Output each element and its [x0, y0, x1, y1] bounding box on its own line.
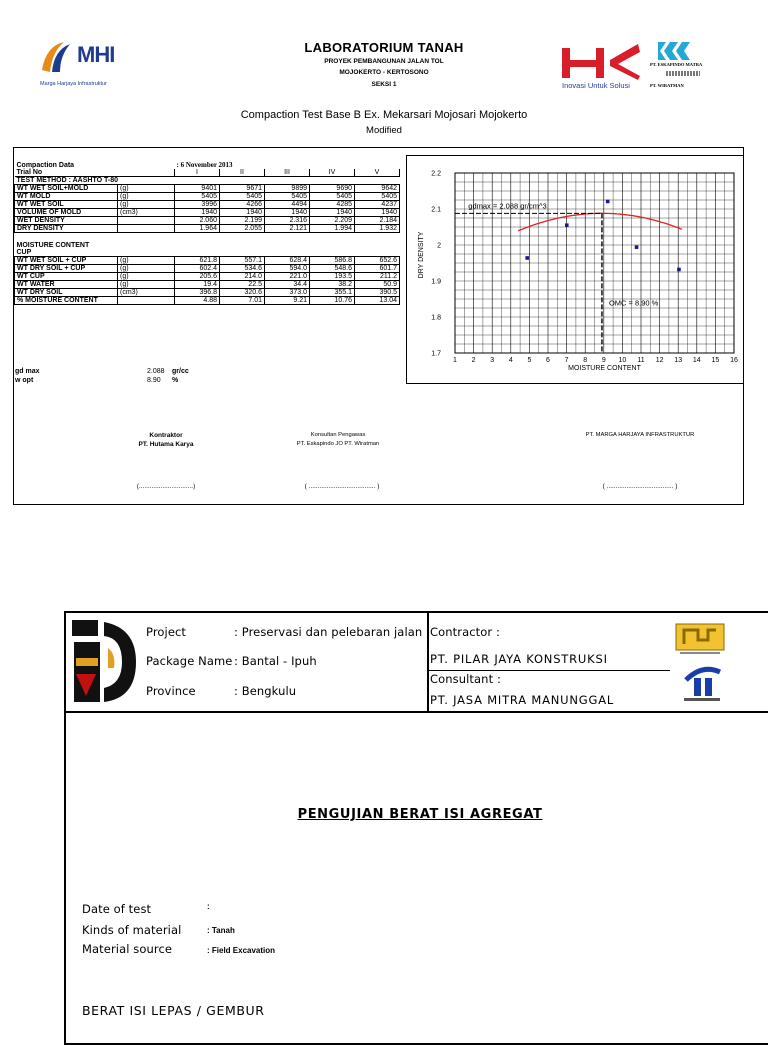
x-tick-label: 11 [637, 357, 645, 364]
wopt-unit: % [172, 377, 179, 384]
row-label: WT WET SOIL [15, 201, 118, 209]
row-unit: (g) [118, 265, 175, 273]
contractor-logo [674, 622, 726, 656]
row-label: VOLUME OF MOLD [15, 209, 118, 217]
x-tick-label: 10 [618, 357, 627, 364]
row-value: 7.01 [220, 297, 265, 305]
x-tick-label: 6 [546, 357, 550, 364]
package-label: Package Name [146, 654, 233, 668]
x-tick-label: 5 [527, 357, 532, 364]
table-row [15, 209, 400, 217]
table-row [15, 297, 400, 305]
gdmax-annotation: gdmax = 2.088 gr/cm^3 [468, 201, 547, 211]
row-value: 211.2 [355, 273, 400, 281]
trial-header: V [355, 169, 400, 177]
mhi-logo-text: MHI [77, 42, 115, 67]
row-unit: (g) [118, 281, 175, 289]
x-tick-label: 13 [674, 357, 683, 364]
row-label: WT DRY SOIL [15, 289, 118, 297]
row-value: 390.5 [355, 289, 400, 297]
row-value: 1.964 [175, 225, 220, 233]
y-tick-label: 2 [437, 242, 441, 250]
y-tick-label: 1.8 [431, 314, 441, 322]
row-value: 5405 [355, 193, 400, 201]
trial-header: I [175, 169, 220, 177]
signature-role: PT. MARGA HARJAYA INFRASTRUKTUR [585, 432, 695, 438]
consultant-label: Consultant : [430, 672, 501, 686]
trial-header: IV [310, 169, 355, 177]
x-tick-label: 2 [471, 357, 476, 364]
source-value: : Field Excavation [207, 946, 276, 955]
row-value: 4.88 [175, 297, 220, 305]
table-row [15, 281, 400, 289]
row-unit: (cm3) [118, 209, 175, 217]
row-value: 4237 [355, 201, 400, 209]
package-value: : Bantal - Ipuh [234, 654, 317, 668]
wopt-label: w opt [15, 377, 34, 384]
fit-curve [518, 213, 682, 231]
row-value: 557.1 [220, 257, 265, 265]
row-label: DRY DENSITY [15, 225, 118, 233]
row-unit [118, 225, 175, 233]
kinds-label: Kinds of material [82, 923, 182, 937]
row-value: 1940 [175, 209, 220, 217]
row-value: 1940 [355, 209, 400, 217]
contractor-value: PT. PILAR JAYA KONSTRUKSI [430, 652, 608, 666]
consultant-logo [680, 662, 724, 702]
eskapindo-chevron-icon [654, 42, 694, 60]
row-unit: (g) [118, 201, 175, 209]
compaction-table [14, 162, 400, 305]
compaction-method-type: Modified [366, 125, 402, 136]
x-tick-label: 15 [711, 357, 720, 364]
row-unit [118, 297, 175, 305]
row-value: 621.8 [175, 257, 220, 265]
table-row [15, 257, 400, 265]
row-value: 193.5 [310, 273, 355, 281]
row-value: 586.8 [310, 257, 355, 265]
row-value: 19.4 [175, 281, 220, 289]
table-row [15, 273, 400, 281]
row-value: 3996 [175, 201, 220, 209]
row-label: WT WATER [15, 281, 118, 289]
row-value: 5405 [310, 193, 355, 201]
date-value: : [207, 902, 210, 911]
row-value: 4285 [310, 201, 355, 209]
row-unit: (g) [118, 273, 175, 281]
row-value: 355.1 [310, 289, 355, 297]
row-value: 13.04 [355, 297, 400, 305]
row-label: WET DENSITY [15, 217, 118, 225]
x-tick-label: 16 [730, 357, 738, 364]
row-unit: (cm3) [118, 289, 175, 297]
row-value: 548.6 [310, 265, 355, 273]
x-axis-label: MOISTURE CONTENT [568, 365, 641, 372]
signature-name: PT. Hutama Karya [138, 441, 194, 448]
province-label: Province [146, 684, 196, 698]
omc-annotation: OMC = 8.90 % [608, 298, 659, 308]
row-unit: (g) [118, 257, 175, 265]
consultant-value: PT. JASA MITRA MANUNGGAL [430, 693, 615, 707]
mhi-logo-subtext: Marga Harjaya Infrastruktur [40, 81, 107, 87]
x-tick-label: 9 [601, 357, 606, 364]
row-value: 1940 [220, 209, 265, 217]
row-value: 9690 [310, 185, 355, 193]
signature-line: ( ..................................... ) [304, 483, 380, 490]
trial-no-label: Trial No [15, 169, 118, 177]
row-value: 1.932 [355, 225, 400, 233]
form-header-divider [64, 711, 768, 713]
row-value: 373.0 [265, 289, 310, 297]
compaction-chart [407, 156, 743, 383]
row-value: 9401 [175, 185, 220, 193]
row-value: 10.76 [310, 297, 355, 305]
signature-name: PT. Eskapindo JO PT. Wiratman [296, 441, 380, 447]
row-value: 221.0 [265, 273, 310, 281]
row-unit: (g) [118, 185, 175, 193]
eskapindo-pattern [666, 71, 700, 76]
row-value: 9642 [355, 185, 400, 193]
wiratman-name: PT. WIRATMAN [650, 83, 684, 88]
row-value: 2.060 [175, 217, 220, 225]
row-value: 5405 [265, 193, 310, 201]
gdmax-unit: gr/cc [172, 368, 189, 375]
y-tick-label: 1.9 [431, 278, 441, 286]
table-row [15, 265, 400, 273]
y-tick-label: 2.1 [431, 206, 441, 214]
row-value: 2.316 [265, 217, 310, 225]
test-date: : 6 November 2013 [176, 161, 233, 169]
date-label: Date of test [82, 902, 152, 916]
row-unit: (g) [118, 193, 175, 201]
row-label: WT WET SOIL + CUP [15, 257, 118, 265]
data-point [606, 200, 610, 204]
row-value: 320.6 [220, 289, 265, 297]
row-value: 9899 [265, 185, 310, 193]
row-unit [118, 217, 175, 225]
data-point [525, 256, 529, 260]
row-value: 2.209 [310, 217, 355, 225]
y-tick-label: 2.2 [431, 170, 441, 178]
cup-label: CUP [16, 249, 32, 256]
y-tick-label: 1.7 [431, 350, 441, 358]
project-line: PROYEK PEMBANGUNAN JALAN TOL [324, 58, 444, 65]
row-label: WT WET SOIL+MOLD [15, 185, 118, 193]
compaction-chart-frame [406, 155, 744, 384]
row-value: 22.5 [220, 281, 265, 289]
table-row [15, 289, 400, 297]
project-value: : Preservasi dan pelebaran jalan [234, 625, 423, 639]
row-value: 2.184 [355, 217, 400, 225]
project-label: Project [146, 625, 187, 639]
data-point [677, 268, 681, 272]
row-value: 34.4 [265, 281, 310, 289]
row-value: 38.2 [310, 281, 355, 289]
hk-logo-tagline: Inovasi Untuk Solusi [562, 81, 630, 90]
x-tick-label: 8 [583, 357, 588, 364]
eskapindo-logo [650, 42, 720, 92]
compaction-data-label: Compaction Data [16, 162, 75, 169]
consultant-emblem-icon [680, 662, 724, 702]
row-value: 1940 [310, 209, 355, 217]
y-axis-label: DRY DENSITY [418, 231, 425, 279]
x-tick-label: 14 [692, 357, 701, 364]
trial-header: II [220, 169, 265, 177]
lab-title: LABORATORIUM TANAH [304, 40, 464, 55]
row-value: 601.7 [355, 265, 400, 273]
row-value: 205.6 [175, 273, 220, 281]
row-value: 2.199 [220, 217, 265, 225]
contractor-label: Contractor : [430, 625, 500, 639]
x-tick-label: 4 [508, 357, 513, 364]
row-value: 5405 [220, 193, 265, 201]
row-label: % MOISTURE CONTENT [15, 297, 118, 305]
row-value: 1.994 [310, 225, 355, 233]
row-value: 4494 [265, 201, 310, 209]
signature-line: (..............................) [136, 483, 196, 490]
data-point [565, 223, 569, 227]
row-value: 1940 [265, 209, 310, 217]
kinds-value: : Tanah [207, 926, 235, 935]
row-value: 4266 [220, 201, 265, 209]
signature-line: ( ..................................... ) [602, 483, 678, 490]
x-tick-label: 1 [453, 357, 457, 364]
row-value: 602.4 [175, 265, 220, 273]
row-label: WT CUP [15, 273, 118, 281]
route-line: MOJOKERTO - KERTOSONO [339, 69, 429, 76]
row-value: 2.121 [265, 225, 310, 233]
compaction-subtitle: Compaction Test Base B Ex. Mekarsari Mojosari Mojokerto [240, 109, 528, 121]
test-method: TEST METHOD : AASHTO T-80 [16, 177, 119, 184]
aggregate-form-frame [64, 611, 768, 1045]
x-tick-label: 7 [564, 357, 569, 364]
table-row [15, 225, 400, 233]
row-label: WT MOLD [15, 193, 118, 201]
row-value: 628.4 [265, 257, 310, 265]
source-label: Material source [82, 942, 173, 956]
row-value: 396.8 [175, 289, 220, 297]
table-row [15, 193, 400, 201]
hk-logo [560, 42, 646, 92]
section-heading: BERAT ISI LEPAS / GEMBUR [82, 1003, 265, 1018]
contractor-underline [427, 670, 670, 671]
wopt-value: 8.90 [147, 377, 161, 384]
form-title: PENGUJIAN BERAT ISI AGREGAT [297, 807, 543, 822]
table-row [15, 201, 400, 209]
pu-logo [70, 618, 140, 706]
row-label: WT DRY SOIL + CUP [15, 265, 118, 273]
hk-emblem-icon [560, 42, 644, 80]
row-value: 9671 [220, 185, 265, 193]
row-value: 534.6 [220, 265, 265, 273]
signature-role: Kontraktor [149, 432, 183, 439]
contractor-emblem-icon [674, 622, 726, 656]
x-tick-label: 3 [490, 357, 495, 364]
row-value: 214.0 [220, 273, 265, 281]
row-value: 9.21 [265, 297, 310, 305]
table-row [15, 217, 400, 225]
province-value: : Bengkulu [234, 684, 297, 698]
gdmax-label: gd max [15, 368, 40, 375]
row-value: 594.0 [265, 265, 310, 273]
data-point [635, 245, 639, 249]
eskapindo-name: PT. ESKAPINDO MATRA [650, 62, 703, 67]
row-value: 5405 [175, 193, 220, 201]
row-value: 50.9 [355, 281, 400, 289]
section-line: SEKSI 1 [371, 81, 397, 88]
pu-emblem-icon [70, 618, 140, 706]
gdmax-value: 2.088 [147, 368, 165, 375]
trial-header: III [265, 169, 310, 177]
table-row [15, 185, 400, 193]
form-header-vdivider [427, 611, 429, 711]
row-value: 2.055 [220, 225, 265, 233]
moisture-content-label: MOISTURE CONTENT [16, 242, 90, 249]
row-value: 652.6 [355, 257, 400, 265]
signature-role: Konsultan Pengawas [310, 432, 366, 438]
x-tick-label: 12 [655, 357, 664, 364]
